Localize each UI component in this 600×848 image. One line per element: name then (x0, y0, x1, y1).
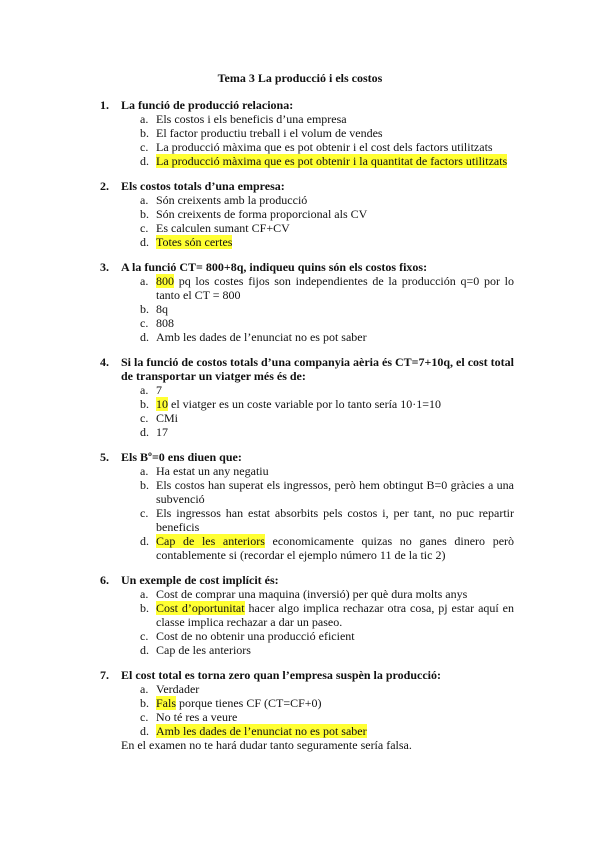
option-plain-text: Cost de comprar una maquina (inversió) per què dura molts anys (156, 587, 468, 601)
option-letter: a. (140, 464, 149, 478)
option-plain-text: Amb les dades de l’enunciat no es pot saber (156, 330, 367, 344)
option-plain-text: Els costos i els beneficis d’una empresa (156, 112, 347, 126)
option-text (156, 383, 514, 397)
option-plain-text: El factor productiu treball i el volum de vendes (156, 126, 383, 140)
option-text (156, 235, 514, 249)
option-plain-text: Els costos han superat els ingressos, però hem obtingut B=0 gràcies a una subvenció (156, 478, 514, 506)
question-3 (100, 260, 514, 344)
option-text (156, 724, 514, 738)
option-plain-text: Són creixents amb la producció (156, 193, 308, 207)
option-text (156, 534, 514, 562)
answer-comment: economicamente quizas no ganes dinero però contablemente si (recordar el ejemplo número 11 de la tic 2) (156, 534, 515, 562)
highlighted-answer: 800 (156, 274, 174, 288)
option-b (100, 126, 514, 140)
option-list (100, 682, 514, 738)
option-a (100, 587, 514, 601)
option-b (100, 601, 514, 629)
option-text (156, 397, 514, 411)
option-letter: d. (140, 425, 149, 439)
option-text (156, 506, 514, 534)
highlighted-answer: Fals (156, 696, 177, 710)
option-letter: c. (140, 411, 149, 425)
option-text (156, 587, 514, 601)
option-d (100, 330, 514, 344)
question-heading (100, 355, 514, 383)
option-d (100, 425, 514, 439)
option-text (156, 464, 514, 478)
option-b (100, 207, 514, 221)
option-plain-text: Són creixents de forma proporcional als CV (156, 207, 368, 221)
question-text: La funció de producció relaciona: (121, 98, 294, 112)
highlighted-answer: Cap de les anteriors (156, 534, 265, 548)
option-text (156, 302, 514, 316)
question-5 (100, 450, 514, 562)
option-letter: b. (140, 601, 149, 615)
option-text (156, 696, 514, 710)
option-d (100, 643, 514, 657)
option-letter: c. (140, 506, 149, 520)
option-c (100, 411, 514, 425)
option-letter: a. (140, 587, 149, 601)
option-text (156, 193, 514, 207)
option-b (100, 478, 514, 506)
option-letter: a. (140, 682, 149, 696)
option-plain-text: Cap de les anteriors (156, 643, 251, 657)
question-number: 7. (100, 668, 109, 682)
option-letter: c. (140, 221, 149, 235)
option-plain-text: Es calculen sumant CF+CV (156, 221, 290, 235)
option-letter: c. (140, 140, 149, 154)
option-letter: b. (140, 696, 149, 710)
option-text (156, 221, 514, 235)
question-2 (100, 179, 514, 249)
option-letter: a. (140, 112, 149, 126)
option-b (100, 696, 514, 710)
option-text (156, 126, 514, 140)
highlighted-answer: La producció màxima que es pot obtenir i la quantitat de factors utilitzats (156, 154, 508, 168)
option-b (100, 302, 514, 316)
highlighted-answer: 10 (156, 397, 168, 411)
option-text (156, 478, 514, 506)
option-plain-text: 7 (156, 383, 162, 397)
option-a (100, 383, 514, 397)
question-number: 4. (100, 355, 109, 369)
option-text (156, 112, 514, 126)
option-list (100, 464, 514, 562)
option-plain-text: 808 (156, 316, 174, 330)
question-heading (100, 260, 514, 274)
question-heading (100, 450, 514, 464)
option-plain-text: 8q (156, 302, 168, 316)
option-list (100, 383, 514, 439)
option-letter: a. (140, 274, 149, 288)
question-heading (100, 179, 514, 193)
question-note: En el examen no te hará dudar tanto seguramente sería falsa. (121, 738, 412, 752)
option-c (100, 506, 514, 534)
answer-comment: el viatger es un coste variable por lo tanto sería 10·1=10 (168, 397, 442, 411)
option-c (100, 629, 514, 643)
question-text: Un exemple de cost implícit és: (121, 573, 279, 587)
option-letter: c. (140, 316, 149, 330)
option-letter: c. (140, 710, 149, 724)
option-text (156, 643, 514, 657)
option-letter: b. (140, 126, 149, 140)
option-c (100, 710, 514, 724)
question-number: 1. (100, 98, 109, 112)
question-7 (100, 668, 514, 752)
option-text (156, 274, 514, 302)
option-c (100, 140, 514, 154)
option-letter: d. (140, 724, 149, 738)
option-letter: d. (140, 643, 149, 657)
option-a (100, 193, 514, 207)
option-plain-text: Ha estat un any negatiu (156, 464, 269, 478)
option-plain-text: No té res a veure (156, 710, 238, 724)
question-number: 2. (100, 179, 109, 193)
option-text (156, 330, 514, 344)
option-d (100, 724, 514, 738)
option-text (156, 411, 514, 425)
option-text (156, 140, 514, 154)
question-list (100, 98, 514, 763)
option-letter: d. (140, 154, 149, 168)
option-d (100, 154, 514, 168)
question-number: 3. (100, 260, 109, 274)
option-plain-text: Cost de no obtenir una producció eficient (156, 629, 355, 643)
option-text (156, 154, 514, 168)
option-letter: b. (140, 207, 149, 221)
question-heading (100, 98, 514, 112)
option-list (100, 193, 514, 249)
option-letter: c. (140, 629, 149, 643)
page-title: Tema 3 La producció i els costos (217, 71, 383, 85)
question-4 (100, 355, 514, 439)
option-d (100, 534, 514, 562)
answer-comment: pq los costes fijos son independientes de la producción q=0 por lo tanto el CT = 800 (156, 274, 514, 302)
question-text: Si la funció de costos totals d’una companyia aèria és CT=7+10q, el cost total de transportar un viatger més és de: (121, 355, 515, 383)
highlighted-answer: Cost d’oportunitat (156, 601, 245, 615)
option-letter: d. (140, 330, 149, 344)
question-text: Els costos totals d’una empresa: (121, 179, 285, 193)
option-text (156, 629, 514, 643)
option-text (156, 207, 514, 221)
option-plain-text: Verdader (156, 682, 200, 696)
option-list (100, 274, 514, 344)
option-plain-text: 17 (156, 425, 168, 439)
option-a (100, 682, 514, 696)
highlighted-answer: Totes són certes (156, 235, 233, 249)
option-letter: d. (140, 534, 149, 548)
option-text (156, 682, 514, 696)
answer-comment: porque tienes CF (CT=CF+0) (176, 696, 322, 710)
option-plain-text: La producció màxima que es pot obtenir i el cost dels factors utilitzats (156, 140, 493, 154)
question-text: Els Bº=0 ens diuen que: (121, 450, 242, 464)
option-text (156, 425, 514, 439)
option-d (100, 235, 514, 249)
question-heading (100, 573, 514, 587)
option-plain-text: CMi (156, 411, 179, 425)
option-text (156, 710, 514, 724)
option-letter: b. (140, 478, 149, 492)
option-a (100, 112, 514, 126)
option-letter: b. (140, 302, 149, 316)
option-text (156, 316, 514, 330)
option-text (156, 601, 514, 629)
option-letter: b. (140, 397, 149, 411)
option-list (100, 587, 514, 657)
option-letter: d. (140, 235, 149, 249)
option-a (100, 464, 514, 478)
option-letter: a. (140, 193, 149, 207)
highlighted-answer: Amb les dades de l’enunciat no es pot saber (156, 724, 367, 738)
option-c (100, 221, 514, 235)
option-letter: a. (140, 383, 149, 397)
option-a (100, 274, 514, 302)
question-text: El cost total es torna zero quan l’empresa suspèn la producció: (121, 668, 441, 682)
option-c (100, 316, 514, 330)
question-number: 6. (100, 573, 109, 587)
question-heading (100, 668, 514, 682)
question-text: A la funció CT= 800+8q, indiqueu quins són els costos fixos: (121, 260, 428, 274)
option-plain-text: Els ingressos han estat absorbits pels costos i, per tant, no puc repartir beneficis (156, 506, 514, 534)
option-b (100, 397, 514, 411)
answer-comment: hacer algo implica rechazar otra cosa, pj estar aquí en classe implica rechazar a dar un paseo. (156, 601, 514, 629)
question-number: 5. (100, 450, 109, 464)
question-1 (100, 98, 514, 168)
question-6 (100, 573, 514, 657)
option-list (100, 112, 514, 168)
